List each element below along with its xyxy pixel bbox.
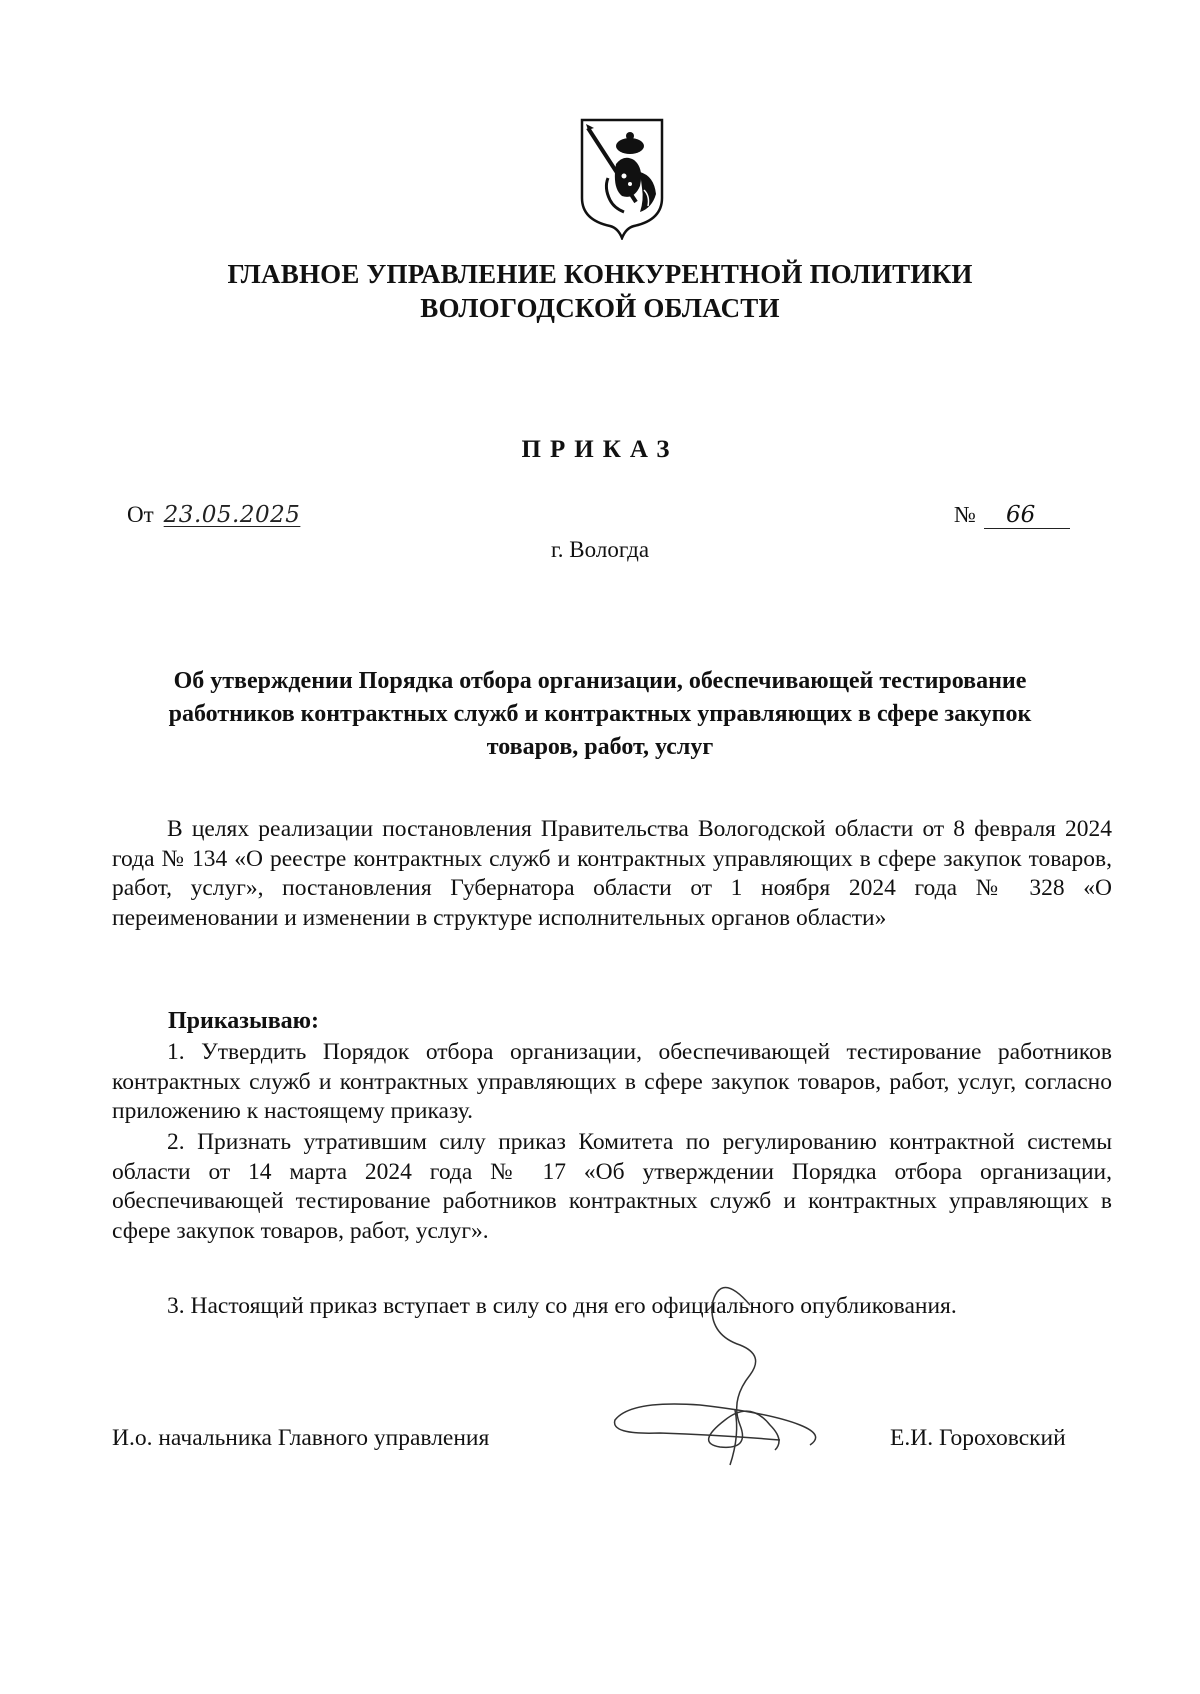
- organization-name-line1: ГЛАВНОЕ УПРАВЛЕНИЕ КОНКУРЕНТНОЙ ПОЛИТИКИ: [227, 259, 973, 289]
- order-date-row: [127, 502, 300, 528]
- date-prefix: От: [127, 502, 154, 527]
- order-date: 23.05.2025: [163, 502, 301, 528]
- order-item-3: 3. Настоящий приказ вступает в силу со дня его официального опубликования.: [167, 1293, 957, 1319]
- organization-name-line2: ВОЛОГОДСКОЙ ОБЛАСТИ: [420, 293, 780, 323]
- coat-of-arms-emblem: [578, 116, 666, 240]
- signer-name: Е.И. Гороховский: [890, 1425, 1066, 1451]
- order-number-row: [954, 502, 1070, 529]
- order-item-1: 1. Утвердить Порядок отбора организации, обеспечивающей тестирование работников контрактных служб и контрактных управляющих в сфере закупок товаров, работ, услуг, согласно приложению к настоящему приказу.: [112, 1039, 1112, 1124]
- signer-position: И.о. начальника Главного управления: [112, 1425, 490, 1451]
- city: г. Вологда: [550, 537, 650, 562]
- document-title: ПРИКАЗ: [521, 436, 679, 463]
- order-directive-word: Приказываю:: [168, 1008, 319, 1034]
- preamble-paragraph: В целях реализации постановления Правительства Вологодской области от 8 февраля 2024 года № 134 «О реестре контрактных служб и контрактных управляющих в сфере закупок товаров, работ, услуг», постановления Губернатора области от 1 ноября 2024 года № 328 «О переименовании и изменении в структуре исполнительных органов области»: [112, 816, 1112, 931]
- order-item-2: 2. Признать утратившим силу приказ Комитета по регулированию контрактной системы области от 14 марта 2024 года № 17 «Об утверждении Порядка отбора организации, обеспечивающей тестирование работников контрактных служб и контрактных управляющих в сфере закупок товаров, работ, услуг».: [112, 1129, 1112, 1244]
- order-number: 66: [984, 502, 1070, 529]
- order-subject: Об утверждении Порядка отбора организации, обеспечивающей тестирование работников контрактных служб и контрактных управляющих в сфере закупок товаров, работ, услуг: [168, 668, 1032, 760]
- number-prefix: №: [954, 502, 976, 527]
- handwritten-signature: [600, 1275, 830, 1470]
